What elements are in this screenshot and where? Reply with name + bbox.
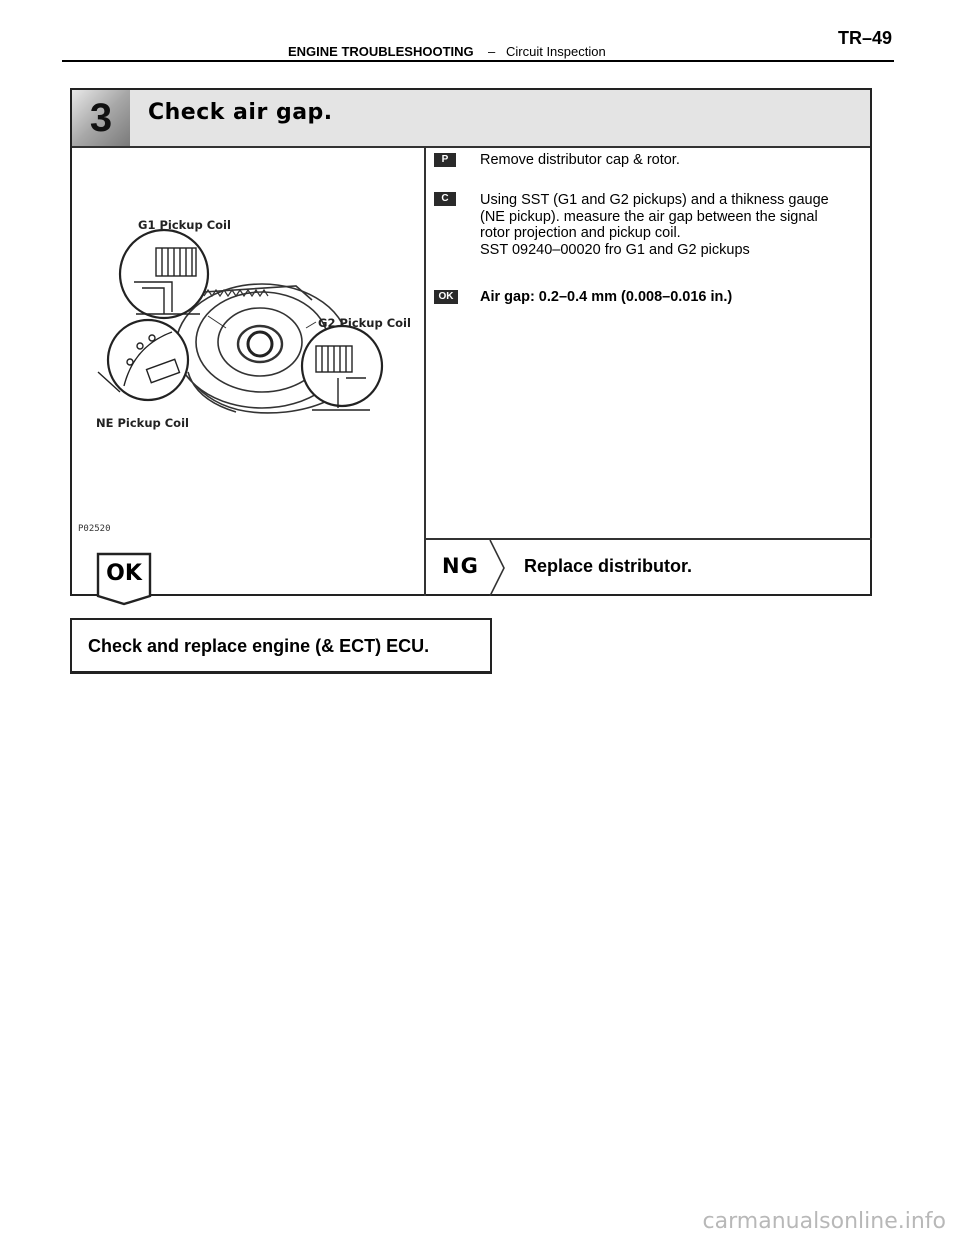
instruction-c bbox=[480, 192, 829, 258]
header-separator: – bbox=[488, 44, 496, 59]
instruction-c-line: Using SST (G1 and G2 pickups) and a thikness gauge bbox=[480, 192, 829, 208]
watermark: carmanualsonline.info bbox=[702, 1209, 946, 1234]
p-icon: P bbox=[434, 153, 456, 167]
ne-pickup-label: NE Pickup Coil bbox=[96, 416, 189, 430]
g1-pickup-label: G1 Pickup Coil bbox=[138, 218, 231, 232]
instruction-c-line: SST 09240–00020 fro G1 and G2 pickups bbox=[480, 241, 750, 258]
ng-result: Replace distributor. bbox=[524, 556, 693, 576]
header-section: ENGINE TROUBLESHOOTING bbox=[288, 44, 474, 59]
ng-chevron-icon bbox=[488, 540, 508, 596]
figure-code: P02520 bbox=[78, 524, 111, 534]
ok-result: Check and replace engine (& ECT) ECU. bbox=[88, 636, 430, 656]
g2-pickup-label: G2 Pickup Coil bbox=[318, 316, 411, 330]
instruction-ok: Air gap: 0.2–0.4 mm (0.008–0.016 in.) bbox=[480, 289, 733, 305]
header-topic: Circuit Inspection bbox=[506, 44, 606, 59]
ok-label: OK bbox=[106, 561, 142, 586]
instruction-c-line: rotor projection and pickup coil. bbox=[480, 225, 681, 241]
step-title: Check air gap. bbox=[148, 100, 333, 125]
instruction-p: Remove distributor cap & rotor. bbox=[480, 152, 680, 168]
step-number: 3 bbox=[72, 90, 130, 146]
column-divider bbox=[424, 146, 426, 596]
c-icon: C bbox=[434, 192, 456, 206]
header-rule bbox=[62, 60, 894, 62]
instruction-c-line: (NE pickup). measure the air gap between the signal bbox=[480, 208, 818, 225]
ng-label: NG bbox=[442, 554, 479, 578]
ok-tab bbox=[96, 552, 152, 611]
ok-icon: OK bbox=[434, 290, 458, 304]
page-number: TR–49 bbox=[838, 28, 893, 48]
